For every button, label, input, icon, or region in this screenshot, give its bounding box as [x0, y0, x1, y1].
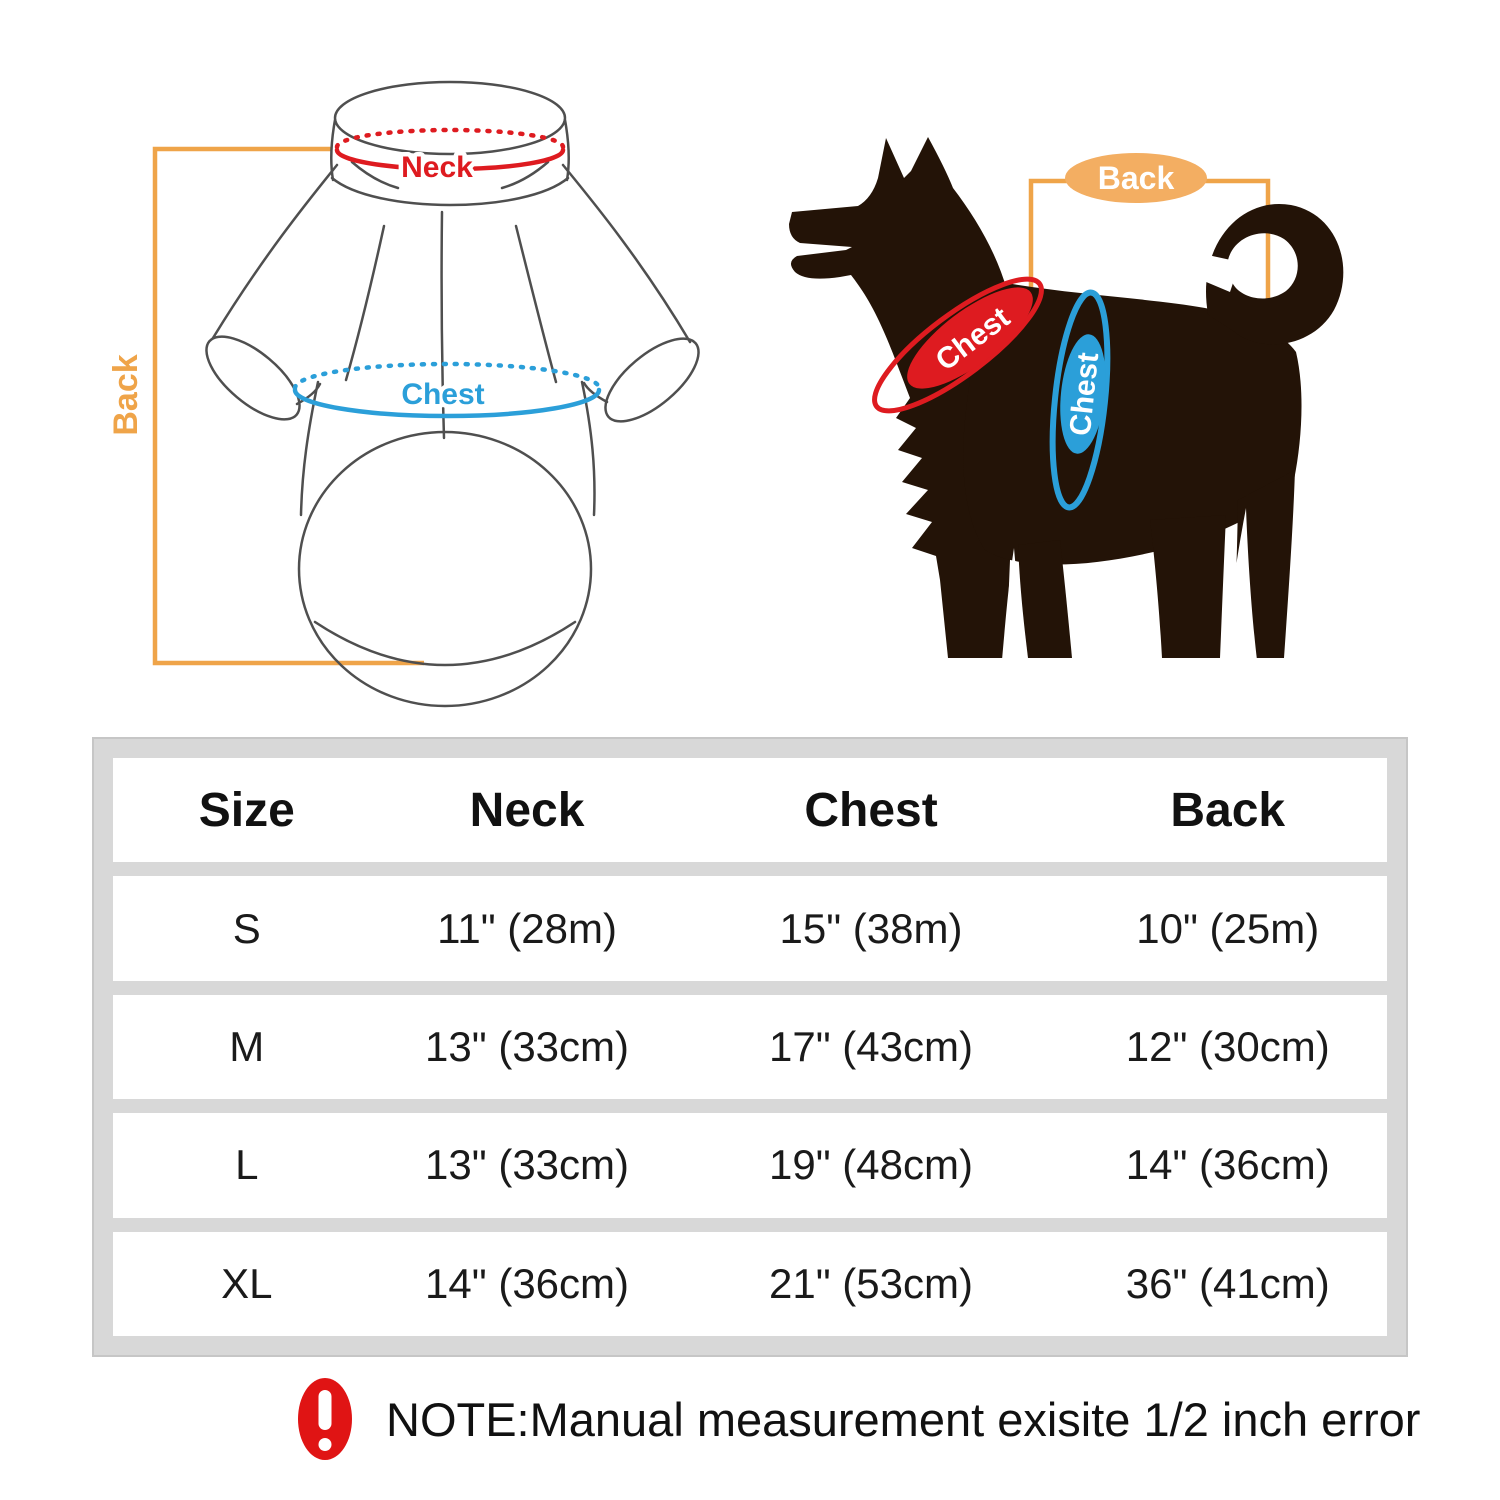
data-cell: M — [229, 1023, 265, 1071]
data-cell: 15" (38m) — [779, 904, 963, 952]
size-table-row — [113, 995, 1387, 1099]
data-cell: 19" (48cm) — [769, 1141, 973, 1189]
data-cell: 13" (33cm) — [425, 1141, 630, 1189]
size-table — [92, 737, 1408, 1357]
note — [298, 1378, 1420, 1460]
size-table-row — [113, 1113, 1387, 1217]
garment-diagram — [107, 82, 712, 706]
exclamation-icon — [298, 1378, 352, 1460]
garment-chest-label: Chest — [401, 378, 485, 411]
header-cell: Size — [198, 783, 295, 837]
garment-neck-label: Neck — [401, 151, 473, 184]
data-cell: 17" (43cm) — [769, 1023, 973, 1071]
data-cell: 36" (41cm) — [1125, 1259, 1330, 1307]
header-cell: Back — [1170, 783, 1286, 837]
garment-back-label: Back — [107, 354, 145, 436]
note-text: NOTE:Manual measurement exisite 1/2 inch error — [386, 1392, 1421, 1446]
data-cell: 21" (53cm) — [769, 1259, 973, 1307]
size-table-row — [113, 876, 1387, 980]
data-cell: 12" (30cm) — [1125, 1023, 1330, 1071]
measurement-figures — [0, 0, 1500, 730]
data-cell: S — [232, 904, 261, 952]
data-cell: 14" (36cm) — [1125, 1141, 1330, 1189]
data-cell: 11" (28m) — [437, 904, 617, 952]
data-cell: 13" (33cm) — [425, 1023, 630, 1071]
data-cell: XL — [221, 1259, 273, 1307]
left-cuff — [193, 322, 312, 434]
dog-diagram — [789, 137, 1343, 660]
data-cell: L — [235, 1141, 259, 1189]
dog-neck-band-label: Chest — [929, 300, 1017, 378]
data-cell: 14" (36cm) — [425, 1259, 630, 1307]
right-cuff — [592, 324, 711, 436]
header-cell: Neck — [469, 783, 585, 837]
data-cell: 10" (25m) — [1136, 904, 1320, 952]
dog-back-label: Back — [1097, 160, 1175, 196]
dog-girth-band-label: Chest — [1063, 350, 1106, 438]
size-table-header-row — [113, 758, 1387, 862]
hood-opening — [335, 82, 565, 154]
header-cell: Chest — [804, 783, 938, 837]
size-table-row — [113, 1232, 1387, 1336]
